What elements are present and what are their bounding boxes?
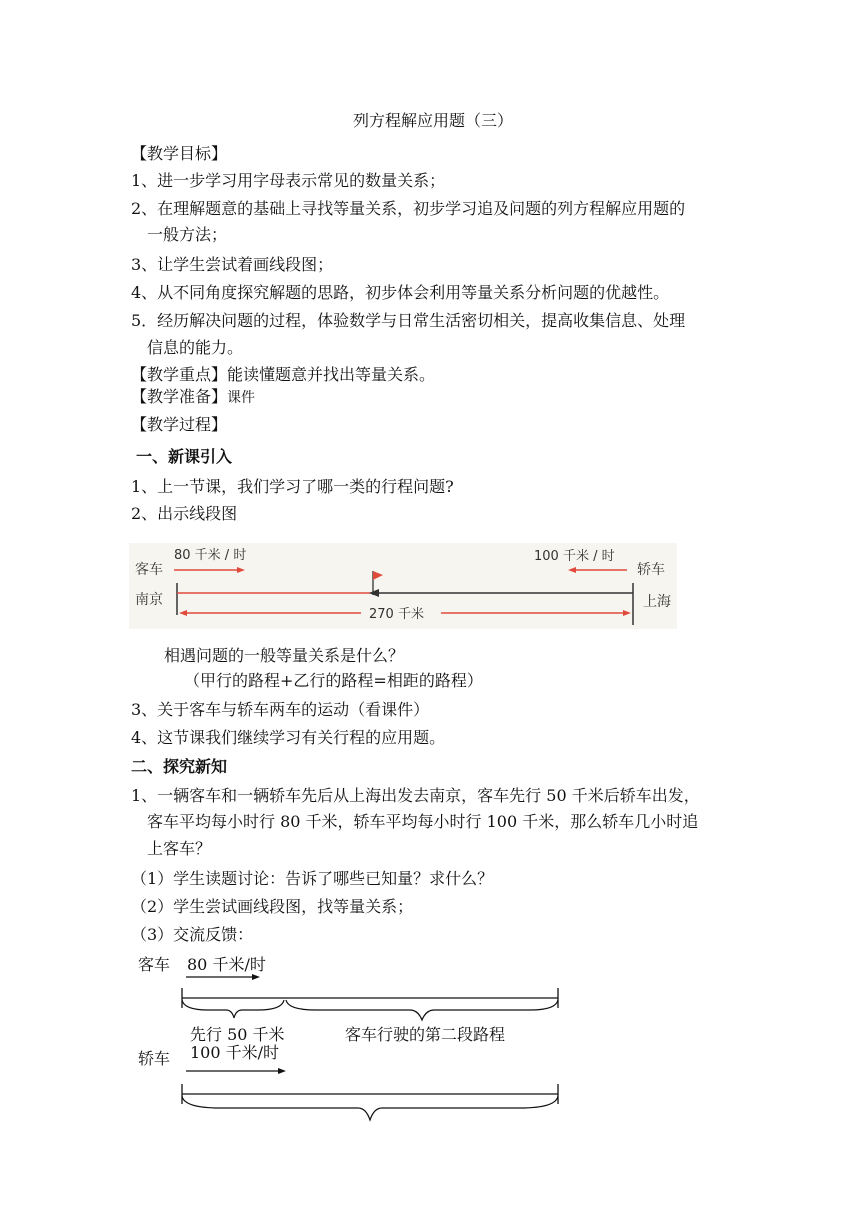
- goal-item-5-cont: 信息的能力。: [147, 338, 244, 357]
- fig2-car2-label: 轿车: [138, 1049, 171, 1068]
- fig2-seg2: 客车行驶的第二段路程: [345, 1025, 506, 1044]
- fig2-car2-speed: 100 千米/时: [190, 1043, 280, 1062]
- part1-item-2: 2、出示线段图: [131, 504, 238, 523]
- question: 相遇问题的一般等量关系是什么？: [164, 646, 405, 665]
- fig1-distance: 270 千米: [369, 607, 424, 622]
- fig2-brace-first: [182, 1000, 284, 1018]
- prep-heading: 【教学准备】: [131, 387, 228, 406]
- goal-item-2-cont: 一般方法；: [147, 225, 228, 244]
- part1-item-4: 4、这节课我们继续学习有关行程的应用题。: [131, 728, 446, 747]
- prep-line: [131, 386, 255, 409]
- fig1-right-city: 上海: [643, 594, 671, 610]
- problem-line-3: 上客车？: [147, 839, 212, 858]
- goal-item-4: 4、从不同角度探究解题的思路，初步体会利用等量关系分析问题的优越性。: [131, 283, 670, 302]
- fig2-car1-arrowhead: [252, 974, 260, 980]
- answer: （甲行的路程+乙行的路程=相距的路程）: [184, 671, 483, 690]
- goal-item-2: 2、在理解题意的基础上寻找等量关系，初步学习追及问题的列方程解应用题的: [131, 199, 686, 218]
- step-3: （3）交流反馈：: [131, 925, 254, 944]
- step-2: （2）学生尝试画线段图，找等量关系；: [131, 897, 414, 916]
- part1-heading: 一、新课引入: [136, 447, 233, 466]
- goal-item-5: 5．经历解决问题的过程，体验数学与日常生活密切相关，提高收集信息、处理: [131, 311, 686, 330]
- part1-item-3: 3、关于客车与轿车两车的运动（看课件）: [131, 700, 430, 719]
- fig1-right-vehicle: 轿车: [637, 562, 665, 578]
- key-point: 【教学重点】能读懂题意并找出等量关系。: [131, 365, 436, 384]
- process-heading: 【教学过程】: [131, 415, 228, 434]
- fig1-left-vehicle: 客车: [135, 562, 163, 578]
- goal-item-1: 1、进一步学习用字母表示常见的数量关系；: [131, 171, 446, 190]
- fig1-left-speed: 80 千米 / 时: [174, 548, 247, 563]
- fig1-right-speed: 100 千米 / 时: [534, 549, 615, 564]
- fig2-brace-second: [286, 1000, 558, 1020]
- problem-line-1: 1、一辆客车和一辆轿车先后从上海出发去南京，客车先行 50 千米后轿车出发，: [131, 786, 700, 805]
- fig2-car1-speed: 80 千米/时: [187, 955, 266, 974]
- goal-heading: 【教学目标】: [131, 144, 228, 163]
- fig2-car1-label: 客车: [138, 955, 171, 974]
- step-1: （1）学生读题讨论：告诉了哪些已知量？求什么？: [131, 869, 494, 888]
- fig2-brace-total: [182, 1096, 558, 1120]
- fig1-left-city: 南京: [135, 592, 163, 608]
- page-title: 列方程解应用题（三）: [353, 111, 514, 130]
- goal-item-3: 3、让学生尝试着画线段图；: [131, 255, 334, 274]
- part2-heading: 二、探究新知: [131, 757, 228, 776]
- part1-item-1: 1、上一节课，我们学习了哪一类的行程问题?: [131, 477, 454, 496]
- chase-diagram: [130, 950, 590, 1146]
- prep-value: 课件: [227, 390, 256, 406]
- fig2-seg1: 先行 50 千米: [190, 1025, 285, 1044]
- meeting-diagram: [129, 543, 677, 629]
- problem-line-2: 客车平均每小时行 80 千米，轿车平均每小时行 100 千米，那么轿车几小时追: [147, 812, 699, 831]
- fig2-car2-arrowhead: [278, 1068, 286, 1074]
